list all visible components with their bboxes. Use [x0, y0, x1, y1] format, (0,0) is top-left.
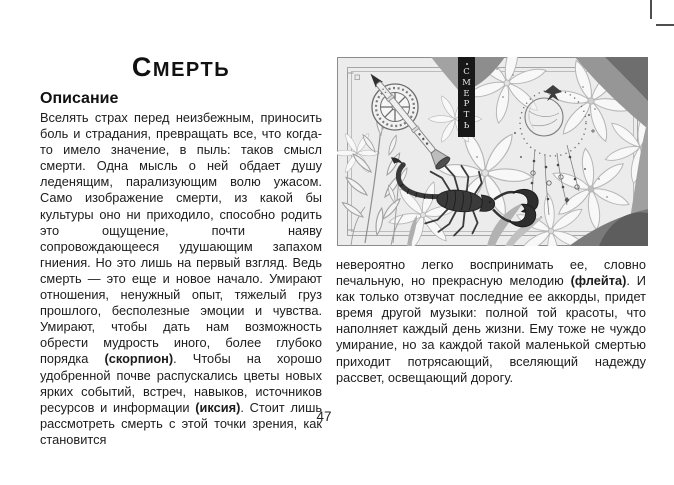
section-heading: Описание	[40, 90, 119, 107]
tarot-card-illustration	[337, 57, 648, 246]
scan-crop-mark-horizontal	[656, 24, 674, 26]
page-title: СМЕРТЬ	[131, 52, 231, 82]
right-column-paragraph: невероятно легко воспринимать ее, словно печальную, но прекрасную мелодию (флейта). И как только отзвучат последние ее аккорды, придет время другой музыки: полной той красоты, что наполняет каждый день жизни. Ему тоже не чуждо умирание, но за каждой такой маленькой смертью приходит потрясающий, вселяющий надежду рассвет, освещающий дорогу.	[336, 257, 647, 385]
page-number: 47	[316, 409, 332, 424]
tarot-card-death	[337, 57, 648, 246]
card-vertical-title: С М Е Р Т Ь	[462, 67, 471, 131]
card-title-ribbon	[458, 57, 475, 137]
crescent-moon	[525, 98, 563, 136]
left-column-paragraph: Вселять страх перед неизбежным, приносить боль и страдания, превращать все, что когда-то имело значение, в пыль: таков смысл смерти. Одна мысль о ней обдает душу леденящим, парализующим волю ужасом. Само изображение смерти, из какой бы культуры оно ни приходило, способно родить это ощущение, почти наяву сопровождающееся удушающим запахом гниения. Но это лишь на первый взгляд. Ведь смерть — это еще и новое начало. Умирают отношения, ненужный опыт, тяжелый груз прошлого, бесполезные эмоции и чувства. Умирают, чтобы дать нам возможность обрести мудрость иного, более глубоко порядка (скорпион). Чтобы на хорошо удобренной почве распускались цветы новых ярких событий, встреч, навыков, источников ресурсов и информации (иксия). Стоит лишь рассмотреть смерть с этой точки зрения, как становится	[40, 110, 323, 447]
scan-crop-mark-vertical	[650, 0, 652, 19]
ribbon-ornament-dot	[466, 63, 468, 65]
